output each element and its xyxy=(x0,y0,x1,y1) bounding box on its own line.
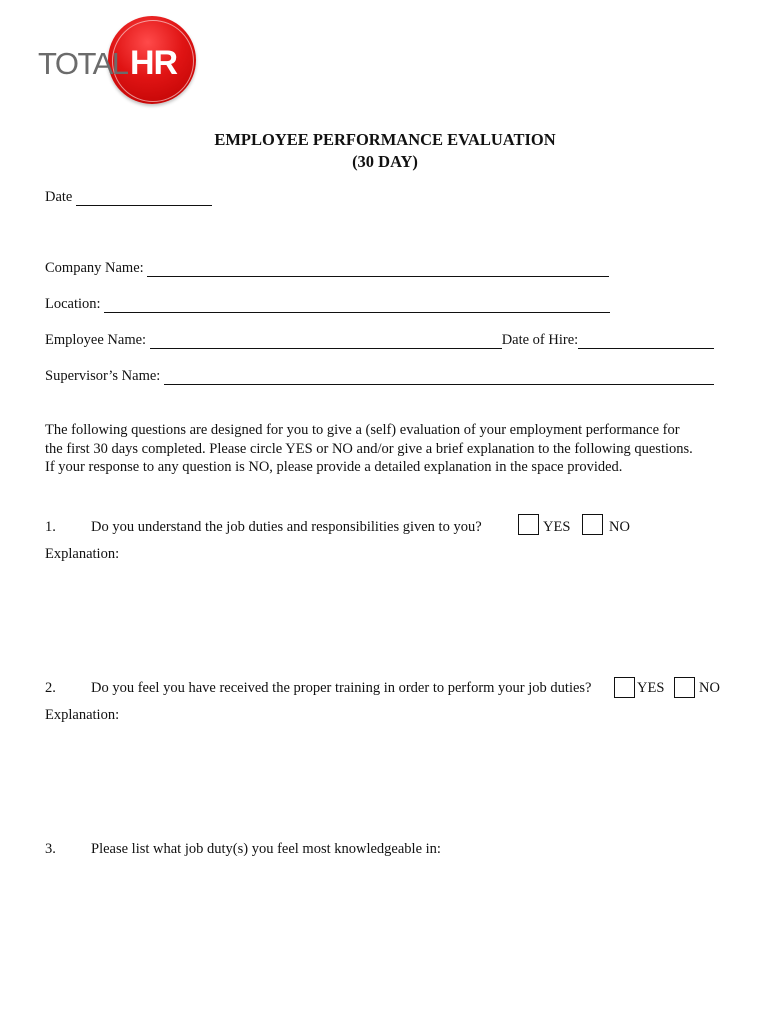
location-field[interactable] xyxy=(45,296,610,313)
question-1-text: Do you understand the job duties and responsibilities given to you? xyxy=(91,519,482,535)
employee-name-blank[interactable] xyxy=(150,334,502,349)
date-blank[interactable] xyxy=(76,191,212,206)
instructions-line-2: the first 30 days completed. Please circle YES or NO and/or give a brief explanation to the following questions. xyxy=(45,440,693,457)
company-logo xyxy=(38,16,198,108)
question-2-yes-label: YES xyxy=(637,680,665,696)
company-name-field[interactable] xyxy=(45,260,609,277)
question-1-explanation-label: Explanation: xyxy=(45,546,120,562)
question-2-no-label: NO xyxy=(699,680,720,696)
question-1-yes-label: YES xyxy=(543,519,571,535)
company-name-label: Company Name: xyxy=(45,260,144,276)
question-3-text: Please list what job duty(s) you feel most knowledgeable in: xyxy=(91,841,441,857)
question-2-text: Do you feel you have received the proper training in order to perform your job duties? xyxy=(91,680,592,696)
supervisor-name-label: Supervisor’s Name: xyxy=(45,368,161,384)
company-name-blank[interactable] xyxy=(147,262,609,277)
question-3-number: 3. xyxy=(45,841,56,857)
question-1-number: 1. xyxy=(45,519,56,535)
date-of-hire-label: Date of Hire: xyxy=(501,332,579,348)
date-field[interactable] xyxy=(45,189,212,206)
location-blank[interactable] xyxy=(104,298,610,313)
question-2-explanation-label: Explanation: xyxy=(45,707,120,723)
question-1-no-label: NO xyxy=(609,519,630,535)
instructions-paragraph xyxy=(45,421,735,477)
supervisor-name-blank[interactable] xyxy=(164,370,714,385)
date-label: Date xyxy=(45,189,73,205)
question-1-no-checkbox[interactable] xyxy=(582,514,603,535)
question-1-yes-checkbox[interactable] xyxy=(518,514,539,535)
logo-text-total: TOTAL xyxy=(38,46,128,81)
logo-text-hr: HR xyxy=(130,44,178,82)
supervisor-name-field[interactable] xyxy=(45,368,714,385)
question-2-number: 2. xyxy=(45,680,56,696)
document-subtitle: (30 DAY) xyxy=(352,152,418,171)
question-2-no-checkbox[interactable] xyxy=(674,677,695,698)
document-title: EMPLOYEE PERFORMANCE EVALUATION xyxy=(214,130,556,149)
instructions-line-3: If your response to any question is NO, please provide a detailed explanation in the space provided. xyxy=(45,459,623,475)
employee-name-field[interactable] xyxy=(45,332,714,349)
date-of-hire-blank[interactable] xyxy=(578,334,714,349)
question-2-yes-checkbox[interactable] xyxy=(614,677,635,698)
employee-name-label: Employee Name: xyxy=(45,332,147,348)
instructions-line-1: The following questions are designed for you to give a (self) evaluation of your employment performance for xyxy=(45,422,680,438)
location-label: Location: xyxy=(45,296,101,312)
